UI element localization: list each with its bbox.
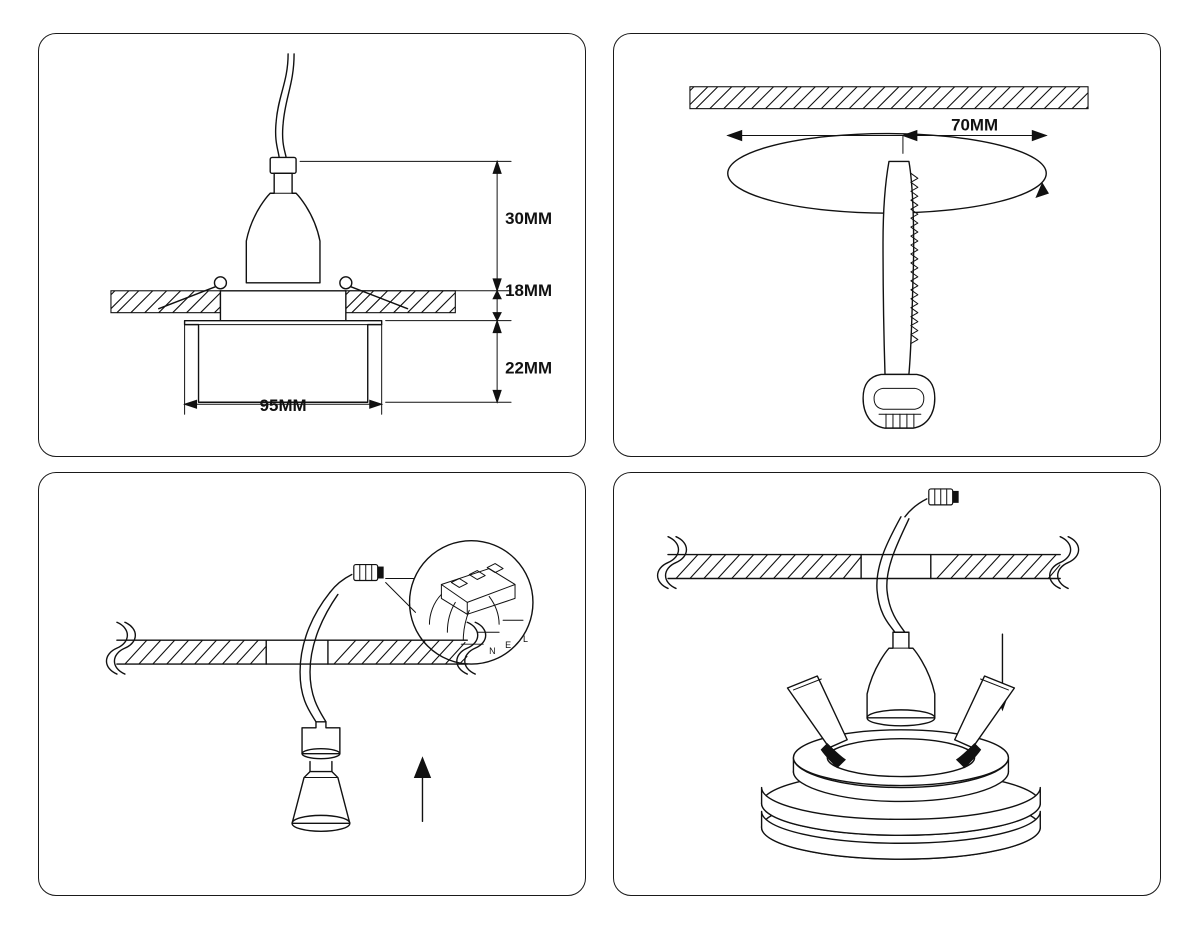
ceiling-with-cutout <box>106 622 485 674</box>
insertion-panel <box>613 472 1161 896</box>
push-up-arrow <box>415 758 431 822</box>
dimension-label-30mm: 30MM <box>505 209 553 229</box>
terminal-block <box>905 489 959 517</box>
terminal-label-l: L <box>523 634 528 645</box>
dimensions-panel <box>38 33 586 457</box>
wiring-panel <box>38 472 586 896</box>
dimension-label-70mm: 70MM <box>951 115 999 135</box>
ceiling-strip <box>690 87 1088 109</box>
terminal-block-small <box>330 565 384 593</box>
dimension-label-95mm: 95MM <box>259 396 307 416</box>
ceiling-with-cutout <box>658 537 1079 589</box>
dimension-label-18mm: 18MM <box>505 280 553 300</box>
terminal-label-n: N <box>489 646 496 657</box>
hole-cutting-panel <box>613 33 1161 457</box>
dimension-label-22mm: 22MM <box>505 358 553 378</box>
terminal-block-detail <box>429 564 523 645</box>
terminal-label-e: E <box>505 640 512 651</box>
fixture-rings <box>762 730 1041 859</box>
